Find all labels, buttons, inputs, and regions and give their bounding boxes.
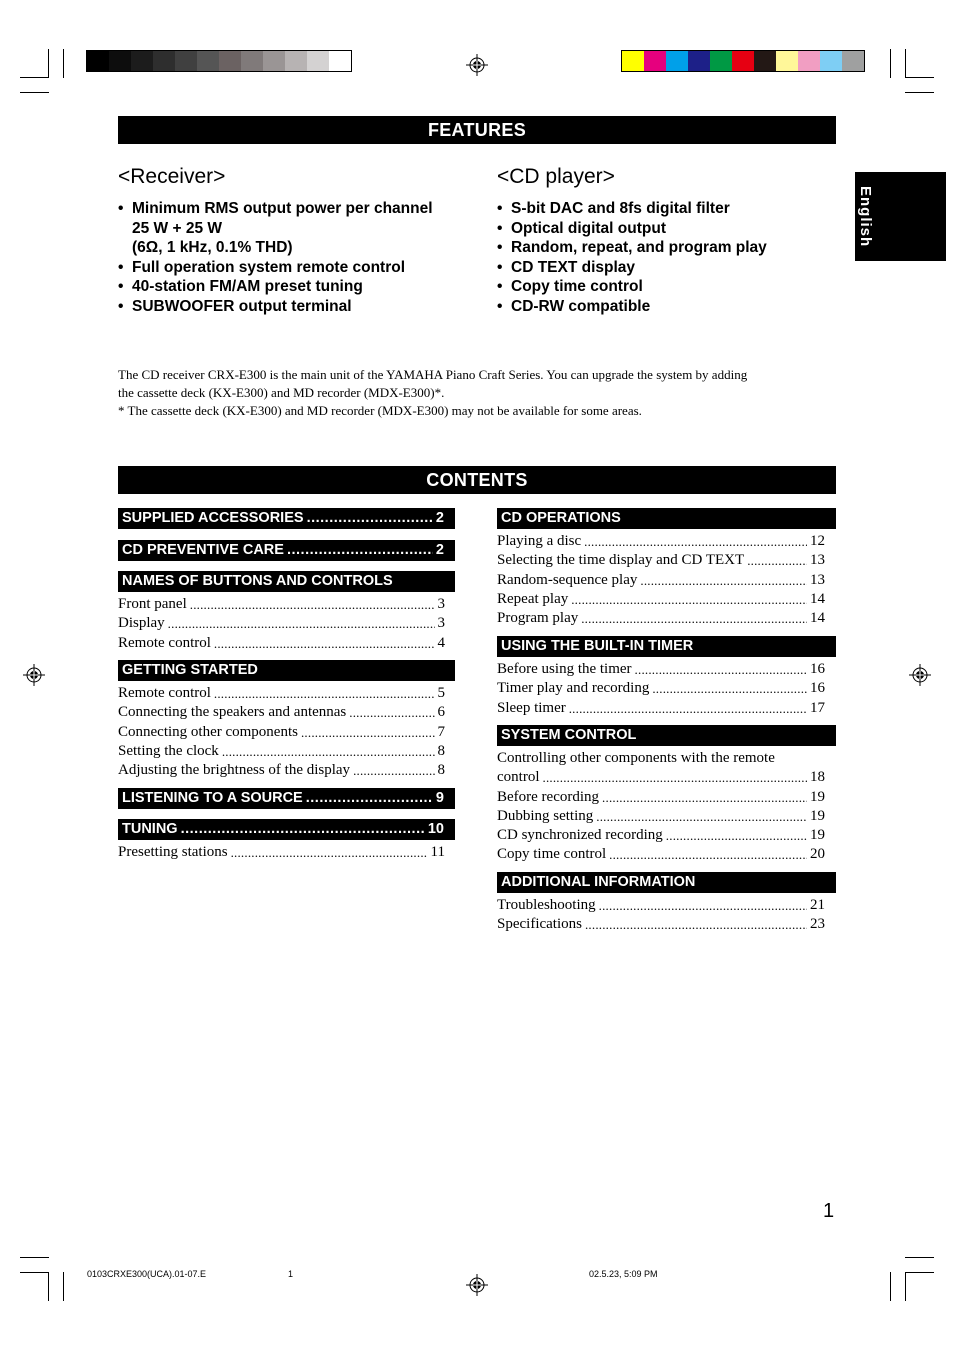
registration-target-icon [909, 664, 931, 686]
feature-item: • 40-station FM/AM preset tuning [118, 277, 433, 297]
intro-paragraph [118, 366, 838, 420]
color-swatch [820, 51, 842, 71]
entry-page: 11 [430, 844, 445, 860]
feature-item: 25 W + 25 W [132, 219, 223, 237]
gray-color-bar [86, 50, 352, 72]
intro-footnote: * The cassette deck (KX-E300) and MD recorder (MDX-E300) may not be available for some areas. [118, 403, 642, 418]
dot-leader [652, 679, 807, 698]
feature-item: • CD-RW compatible [497, 297, 767, 317]
entry-page: 8 [437, 762, 445, 779]
intro-line: The CD receiver CRX-E300 is the main unit of the YAMAHA Piano Craft Series. You can upgrade the system by adding [118, 367, 748, 382]
entry-title: Presetting stations [118, 844, 228, 860]
contents-entry[interactable] [497, 826, 825, 845]
contents-entry[interactable] [497, 788, 825, 807]
contents-entry[interactable] [497, 896, 825, 915]
entry-page: 5 [437, 685, 445, 701]
contents-entry[interactable] [118, 703, 445, 722]
section-title: NAMES OF BUTTONS AND CONTROLS [122, 573, 393, 589]
section-page: 9 [435, 790, 444, 806]
contents-entry-list [118, 684, 445, 780]
entry-title: Setting the clock [118, 742, 219, 759]
dot-leader [307, 508, 433, 529]
language-label: English [857, 186, 874, 248]
contents-entry[interactable] [118, 614, 445, 633]
contents-entry-list [497, 896, 825, 935]
features-heading: FEATURES [118, 116, 836, 144]
entry-title: Troubleshooting [497, 897, 596, 913]
color-swatch [87, 51, 109, 71]
section-page: 2 [435, 510, 444, 526]
contents-entry[interactable] [497, 532, 825, 551]
footer-filename: 0103CRXE300(UCA).01-07.E [87, 1269, 207, 1279]
dot-leader [543, 768, 808, 787]
contents-entry[interactable] [118, 742, 445, 761]
dot-leader [640, 571, 807, 590]
dot-leader [635, 660, 807, 679]
entry-page: 12 [810, 533, 825, 549]
dot-leader [571, 590, 807, 609]
contents-section-heading[interactable] [118, 788, 455, 809]
dot-leader [231, 843, 428, 862]
entry-title: Remote control [118, 634, 211, 651]
dot-leader [214, 684, 435, 703]
cd-player-title: <CD player> [497, 165, 615, 188]
feature-item: • Random, repeat, and program play [497, 238, 767, 258]
contents-entry-list [497, 749, 825, 865]
receiver-feature-list [118, 199, 433, 316]
entry-title: Connecting the speakers and antennas [118, 704, 347, 721]
entry-title: Sleep timer [497, 699, 566, 716]
contents-section-heading[interactable] [118, 660, 455, 681]
contents-entry[interactable] [497, 551, 825, 570]
dot-leader [353, 761, 434, 780]
intro-line: the cassette deck (KX-E300) and MD recorder (MDX-E300)*. [118, 385, 445, 400]
color-swatch [219, 51, 241, 71]
entry-title: CD synchronized recording [497, 827, 663, 844]
entry-page: 14 [810, 590, 825, 607]
color-swatch [732, 51, 754, 71]
entry-title: Repeat play [497, 590, 569, 607]
entry-page: 3 [437, 615, 445, 632]
contents-entry[interactable] [497, 590, 825, 609]
registration-target-icon [466, 1274, 488, 1296]
contents-section-heading[interactable] [497, 508, 836, 529]
dot-leader [190, 595, 435, 614]
entry-title: control [497, 769, 540, 786]
entry-title: Remote control [118, 685, 211, 701]
color-swatch [329, 51, 351, 71]
dot-leader [585, 915, 807, 934]
color-swatch [710, 51, 732, 71]
section-title: SYSTEM CONTROL [501, 727, 637, 743]
entry-title: Dubbing setting [497, 807, 594, 824]
entry-page: 19 [810, 788, 825, 805]
contents-entry[interactable] [497, 660, 825, 679]
dot-leader [349, 703, 434, 722]
contents-entry[interactable] [497, 679, 825, 698]
color-swatch [131, 51, 153, 71]
color-swatch [109, 51, 131, 71]
footer-timestamp: 02.5.23, 5:09 PM [589, 1269, 658, 1279]
contents-entry[interactable] [497, 915, 825, 934]
entry-page: 14 [810, 610, 825, 627]
entry-title: Specifications [497, 916, 582, 933]
contents-entry[interactable] [118, 843, 445, 862]
entry-page: 4 [437, 634, 445, 651]
color-swatch [175, 51, 197, 71]
contents-section-heading[interactable] [497, 725, 836, 746]
dot-leader [602, 788, 807, 807]
entry-title: Program play [497, 610, 579, 627]
contents-section-heading[interactable] [118, 508, 455, 529]
dot-leader [181, 819, 425, 840]
registration-target-icon [466, 54, 488, 76]
entry-title: Display [118, 615, 165, 632]
section-page: 2 [435, 542, 444, 558]
contents-entry-list [118, 595, 445, 653]
contents-entry-list [497, 532, 825, 628]
color-swatch [263, 51, 285, 71]
dot-leader [214, 634, 435, 653]
dot-leader [569, 699, 807, 718]
contents-entry-list [497, 660, 825, 718]
entry-page: 18 [810, 769, 825, 786]
color-swatch [666, 51, 688, 71]
color-swatch [776, 51, 798, 71]
section-title: CD PREVENTIVE CARE [122, 542, 284, 558]
contents-entry[interactable] [118, 634, 445, 653]
contents-section-heading[interactable] [118, 540, 455, 561]
contents-entry[interactable] [118, 684, 445, 703]
color-swatch [688, 51, 710, 71]
section-title: USING THE BUILT-IN TIMER [501, 638, 694, 654]
entry-title: Before recording [497, 788, 600, 805]
feature-item: • CD TEXT display [497, 258, 767, 278]
dot-leader [747, 551, 807, 570]
entry-page: 19 [810, 827, 825, 844]
color-swatch [153, 51, 175, 71]
contents-entry[interactable] [118, 723, 445, 742]
color-swatch [798, 51, 820, 71]
entry-page: 23 [810, 916, 825, 933]
feature-item: • S-bit DAC and 8fs digital filter [497, 199, 767, 219]
section-title: CD OPERATIONS [501, 510, 621, 526]
color-swatch [754, 51, 776, 71]
contents-entry[interactable] [497, 807, 825, 826]
receiver-title: <Receiver> [118, 165, 226, 188]
entry-title: Controlling other components with the remote [497, 750, 775, 766]
feature-item: • Copy time control [497, 277, 767, 297]
section-title: GETTING STARTED [122, 662, 258, 678]
color-swatch [241, 51, 263, 71]
contents-section-heading[interactable] [118, 571, 455, 592]
dot-leader [584, 532, 807, 551]
dot-leader [222, 742, 435, 761]
dot-leader [287, 540, 433, 561]
entry-page: 19 [810, 807, 825, 824]
color-swatch [842, 51, 864, 71]
contents-entry[interactable] [497, 749, 825, 768]
section-title: TUNING [122, 821, 178, 837]
entry-title: Selecting the time display and CD TEXT [497, 552, 745, 569]
contents-section-heading[interactable] [497, 636, 836, 657]
entry-page: 20 [810, 846, 825, 863]
section-title: ADDITIONAL INFORMATION [501, 874, 696, 890]
section-page: 10 [427, 821, 444, 837]
contents-section-heading[interactable] [118, 819, 455, 840]
entry-title: Copy time control [497, 846, 607, 863]
contents-entry[interactable] [118, 761, 445, 780]
contents-section-heading[interactable] [497, 872, 836, 893]
entry-page: 16 [810, 661, 825, 677]
entry-page: 13 [810, 552, 825, 569]
feature-item: • Optical digital output [497, 219, 767, 239]
entry-title: Playing a disc [497, 533, 582, 549]
footer-page: 1 [288, 1269, 294, 1279]
color-swatch [622, 51, 644, 71]
entry-page: 17 [810, 699, 825, 716]
feature-item: • Minimum RMS output power per channel [118, 199, 433, 219]
dot-leader [581, 609, 807, 628]
feature-item: • SUBWOOFER output terminal [118, 297, 433, 317]
contents-entry[interactable] [497, 571, 825, 590]
registration-target-icon [23, 664, 45, 686]
dot-leader [599, 896, 807, 915]
contents-heading: CONTENTS [118, 466, 836, 494]
entry-title: Connecting other components [118, 723, 298, 740]
dot-leader [306, 788, 433, 809]
entry-page: 8 [437, 742, 445, 759]
entry-page: 3 [437, 596, 445, 612]
section-title: SUPPLIED ACCESSORIES [122, 510, 304, 526]
color-swatch [307, 51, 329, 71]
dot-leader [666, 826, 807, 845]
language-side-tab [855, 172, 946, 261]
entry-title: Before using the timer [497, 661, 632, 677]
contents-entry-list [118, 843, 445, 862]
dot-leader [168, 614, 435, 633]
color-swatch [285, 51, 307, 71]
entry-page: 21 [810, 897, 825, 913]
entry-page: 7 [437, 723, 445, 740]
cd-player-feature-list [497, 199, 767, 316]
entry-page: 6 [437, 704, 445, 721]
entry-page: 16 [810, 680, 825, 697]
contents-entry[interactable] [497, 699, 825, 718]
entry-title: Adjusting the brightness of the display [118, 762, 351, 779]
color-swatch [197, 51, 219, 71]
color-swatch [644, 51, 666, 71]
contents-entry[interactable] [497, 768, 825, 787]
section-title: LISTENING TO A SOURCE [122, 790, 303, 806]
dot-leader [596, 807, 807, 826]
entry-title: Front panel [118, 596, 187, 612]
feature-item: • Full operation system remote control [118, 258, 433, 278]
contents-entry[interactable] [118, 595, 445, 614]
process-color-bar [621, 50, 865, 72]
entry-title: Random-sequence play [497, 571, 638, 588]
contents-entry[interactable] [497, 609, 825, 628]
feature-item: (6Ω, 1 kHz, 0.1% THD) [132, 239, 293, 256]
dot-leader [301, 723, 435, 742]
page-number: 1 [823, 1200, 835, 1222]
dot-leader [609, 845, 807, 864]
contents-entry[interactable] [497, 845, 825, 864]
entry-page: 13 [810, 571, 825, 588]
entry-title: Timer play and recording [497, 680, 650, 697]
